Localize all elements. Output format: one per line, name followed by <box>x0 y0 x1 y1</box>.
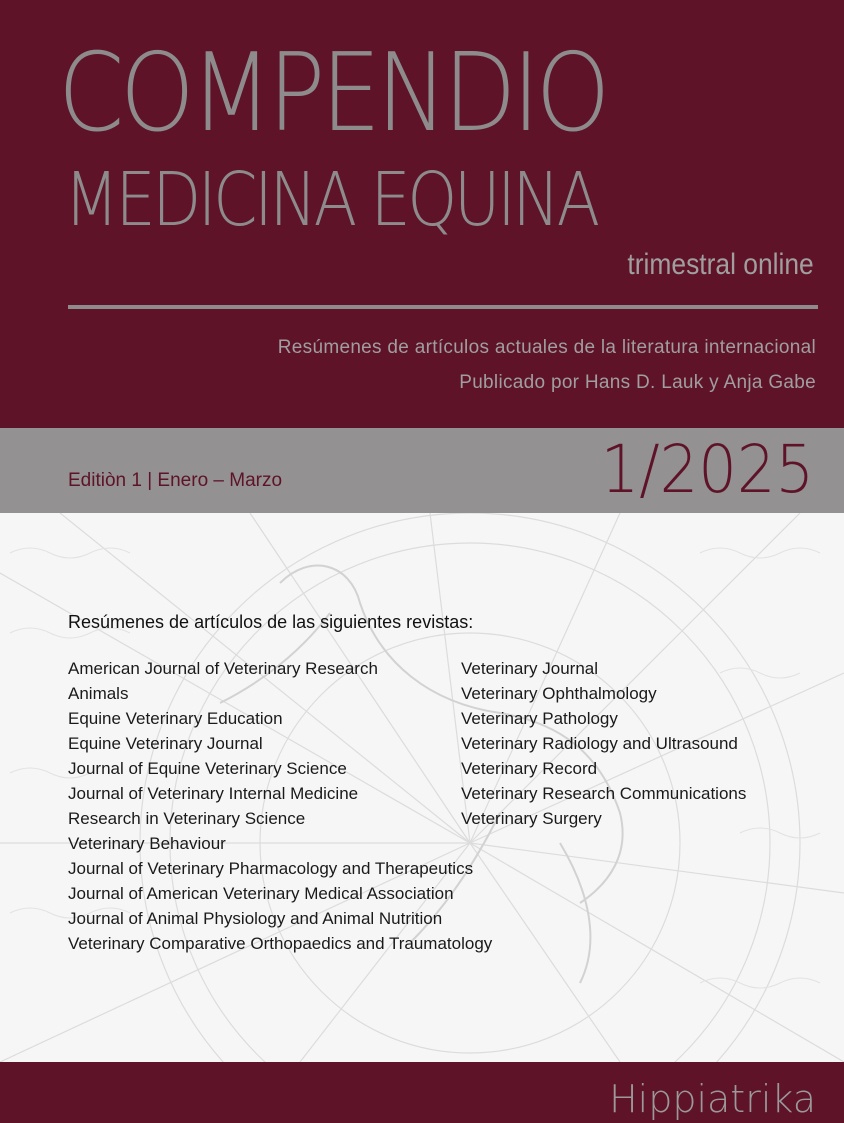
journal-item: Journal of Veterinary Internal Medicine <box>68 784 359 803</box>
journal-item: Equine Veterinary Journal <box>68 734 263 753</box>
journals-list-right <box>461 656 746 831</box>
journal-item: Journal of Veterinary Pharmacology and Therapeutics <box>68 859 474 878</box>
journal-item: Veterinary Comparative Orthopaedics and Traumatology <box>68 934 493 953</box>
journal-item: Veterinary Ophthalmology <box>461 684 657 703</box>
issue-number: 1/2025 <box>600 431 814 508</box>
journal-item: Veterinary Record <box>461 759 598 778</box>
journals-list-left <box>68 656 492 956</box>
description-line: Resúmenes de artículos actuales de la literatura internacional <box>277 337 816 358</box>
cover-title-compendio: COMPENDIO <box>58 31 607 156</box>
journal-item: Veterinary Behaviour <box>68 834 226 853</box>
edition-label: Editiòn 1 | Enero – Marzo <box>68 470 283 491</box>
cover-subtitle: trimestral online <box>627 248 814 281</box>
journals-heading: Resúmenes de artículos de las siguientes revistas: <box>68 612 474 632</box>
journal-item: Veterinary Radiology and Ultrasound <box>461 734 738 753</box>
publisher-line: Publicado por Hans D. Lauk y Anja Gabe <box>459 372 816 393</box>
journal-item: Journal of Equine Veterinary Science <box>68 759 347 778</box>
journal-item: Research in Veterinary Science <box>68 809 306 828</box>
cover-title-medicina-equina: MEDICINA EQUINA <box>64 157 597 243</box>
journal-item: Veterinary Journal <box>461 659 599 678</box>
title-divider <box>68 305 818 309</box>
journal-item: Animals <box>68 684 129 703</box>
journal-item: Veterinary Surgery <box>461 809 602 828</box>
journal-item: Veterinary Research Communications <box>461 784 747 803</box>
journal-item: Veterinary Pathology <box>461 709 618 728</box>
brand-name: Hippiatrika <box>609 1077 816 1121</box>
journal-item: American Journal of Veterinary Research <box>68 659 378 678</box>
journal-item: Journal of American Veterinary Medical Association <box>68 884 454 903</box>
journal-item: Journal of Animal Physiology and Animal Nutrition <box>68 909 443 928</box>
journal-item: Equine Veterinary Education <box>68 709 283 728</box>
